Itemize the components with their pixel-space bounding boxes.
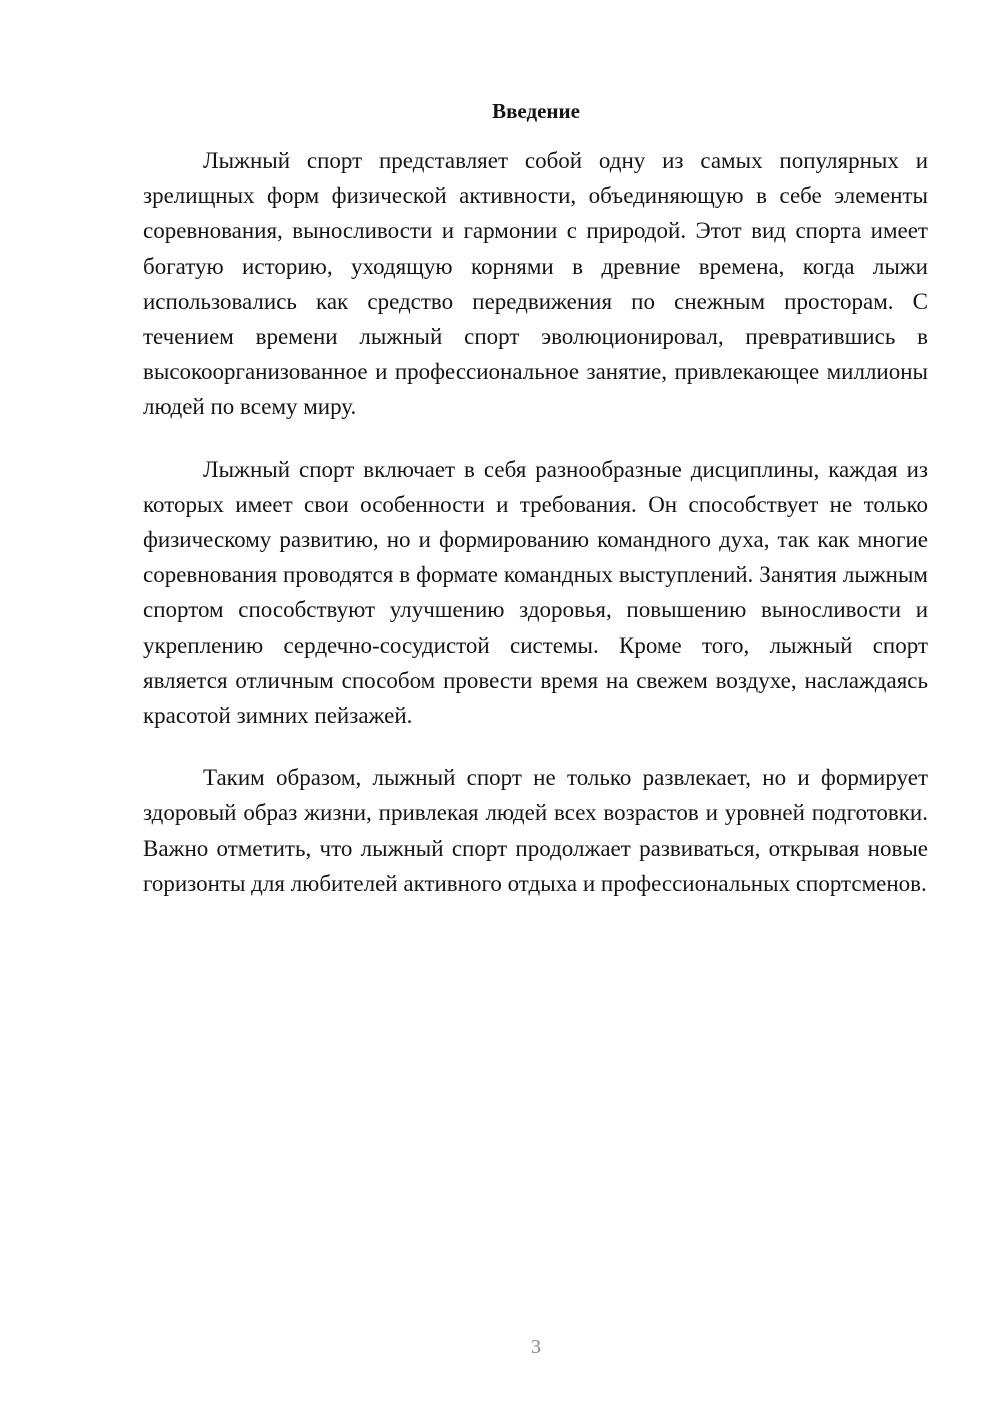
page-number: 3 (531, 1336, 541, 1358)
paragraph-2: Лыжный спорт включает в себя разнообразные дисциплины, каждая из которых имеет свои особенности и требования. Он способствует не только физическому развитию, но и формированию командного духа, так как многие соревнования проводятся в формате командных выступлений. Занятия лыжным спортом способствуют улучшению здоровья, повышению выносливости и укреплению сердечно-сосудистой системы. Кроме того, лыжный спорт является отличным способом провести время на свежем воздухе, наслаждаясь красотой зимних пейзажей. (143, 456, 928, 729)
paragraph-3: Таким образом, лыжный спорт не только развлекает, но и формирует здоровый образ жизни, привлекая людей всех возрастов и уровней подготовки. Важно отметить, что лыжный спорт продолжает развиваться, открывая новые горизонты для любителей активного отдыха и профессиональных спортсменов. (143, 765, 928, 896)
body-text (143, 143, 928, 901)
paragraph-1: Лыжный спорт представляет собой одну из самых популярных и зрелищных форм физической активности, объединяющую в себе элементы соревнования, выносливости и гармонии с природой. Этот вид спорта имеет богатую историю, уходящую корнями в древние времена, когда лыжи использовались как средство передвижения по снежным просторам. С течением времени лыжный спорт эволюционировал, превратившись в высокоорганизованное и профессиональное занятие, привлекающее миллионы людей по всему миру. (143, 148, 928, 420)
section-heading: Введение (492, 99, 580, 123)
